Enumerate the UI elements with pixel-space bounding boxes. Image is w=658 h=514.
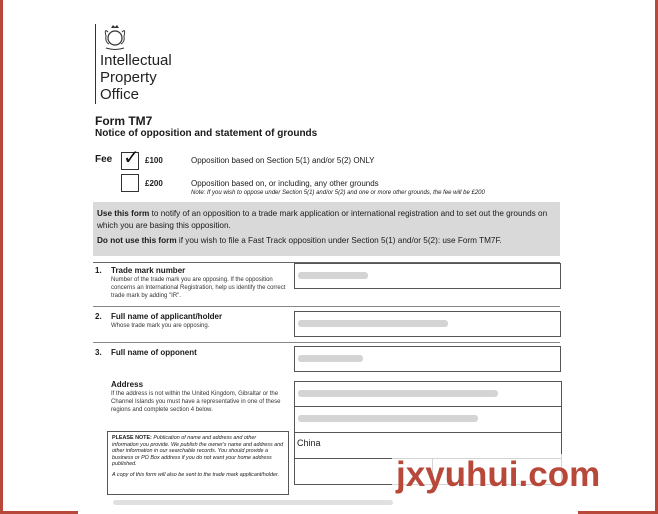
office-name-line: Property [100, 69, 157, 86]
royal-crest-icon [100, 24, 130, 52]
redacted-value [298, 355, 363, 362]
fee-100-description: Opposition based on Section 5(1) and/or 5(2) ONLY [191, 156, 375, 165]
dont-text: if you wish to file a Fast Track opposition under Section 5(1) and/or 5(2): use Form TM7F. [176, 236, 502, 245]
fee-200-description: Opposition based on, or including, any other grounds [191, 179, 379, 188]
dont-bold: Do not use this form [97, 236, 177, 245]
section-2-number: 2. [95, 312, 102, 321]
fee-200-amount: £200 [145, 179, 163, 188]
section-2-title: Full name of applicant/holder [111, 312, 223, 321]
redacted-value [298, 415, 478, 422]
fee-200-checkbox[interactable] [121, 174, 139, 192]
please-note-text: Publication of name and address and other information you provide. We publish the owner's name and address and other information in our searchable records. You should provide a business or PO Box address if you do not want your home address published. [112, 435, 284, 468]
office-name-line: Intellectual [100, 52, 172, 69]
frame-left [0, 0, 3, 514]
section-2-description: Whose trade mark you are opposing. [111, 323, 210, 329]
do-not-use-paragraph [97, 235, 556, 247]
section-divider [93, 306, 560, 307]
section-1-title: Trade mark number [111, 266, 186, 275]
fee-label: Fee [95, 154, 113, 165]
usage-instructions-box [93, 202, 560, 256]
use-bold: Use this form [97, 209, 150, 218]
fee-note: Note: If you wish to oppose under Section 5(1) and/or 5(2) and one or more other grounds, the fee will be £200 [191, 190, 485, 196]
section-1-number: 1. [95, 266, 102, 275]
redacted-value [298, 320, 448, 327]
please-note-bold: PLEASE NOTE: [112, 435, 152, 441]
fee-100-amount: £100 [145, 156, 163, 165]
address-line-divider [295, 432, 561, 433]
address-line-divider [295, 406, 561, 407]
form-title: Form TM7 [95, 114, 153, 128]
form-subtitle: Notice of opposition and statement of grounds [95, 128, 318, 139]
use-text: to notify of an opposition to a trade mark application or international registration and to set out the grounds on which you are basing this opposition. [97, 209, 548, 230]
office-name-line: Office [100, 86, 139, 103]
section-1-description: Number of the trade mark you are opposing. If the opposition concerns an International Registration, help us identify the correct trade mark by adding "IR". [111, 277, 286, 299]
section-3-title: Full name of opponent [111, 348, 197, 357]
address-description: If the address is not within the United Kingdom, Gibraltar or the Channel Islands you must have a representative in one of these regions and complete section 4 below. [111, 391, 281, 413]
logo-divider [95, 24, 96, 104]
use-this-form-paragraph [97, 208, 556, 232]
redacted-value [298, 390, 498, 397]
section-3-number: 3. [95, 348, 102, 357]
address-title: Address [111, 380, 144, 389]
site-watermark: jxyuhui.com [392, 454, 604, 496]
section-divider [93, 342, 560, 343]
redacted-value [298, 272, 368, 279]
fee-100-checkbox[interactable] [121, 147, 140, 170]
checkmark-icon: ✓ [123, 147, 140, 169]
copy-note: A copy of this form will also be sent to the trade mark applicant/holder. [112, 471, 280, 478]
office-logo-text [100, 52, 172, 103]
please-note-box [107, 431, 289, 495]
faded-footer-text [113, 500, 393, 505]
country-value: China [297, 438, 321, 448]
